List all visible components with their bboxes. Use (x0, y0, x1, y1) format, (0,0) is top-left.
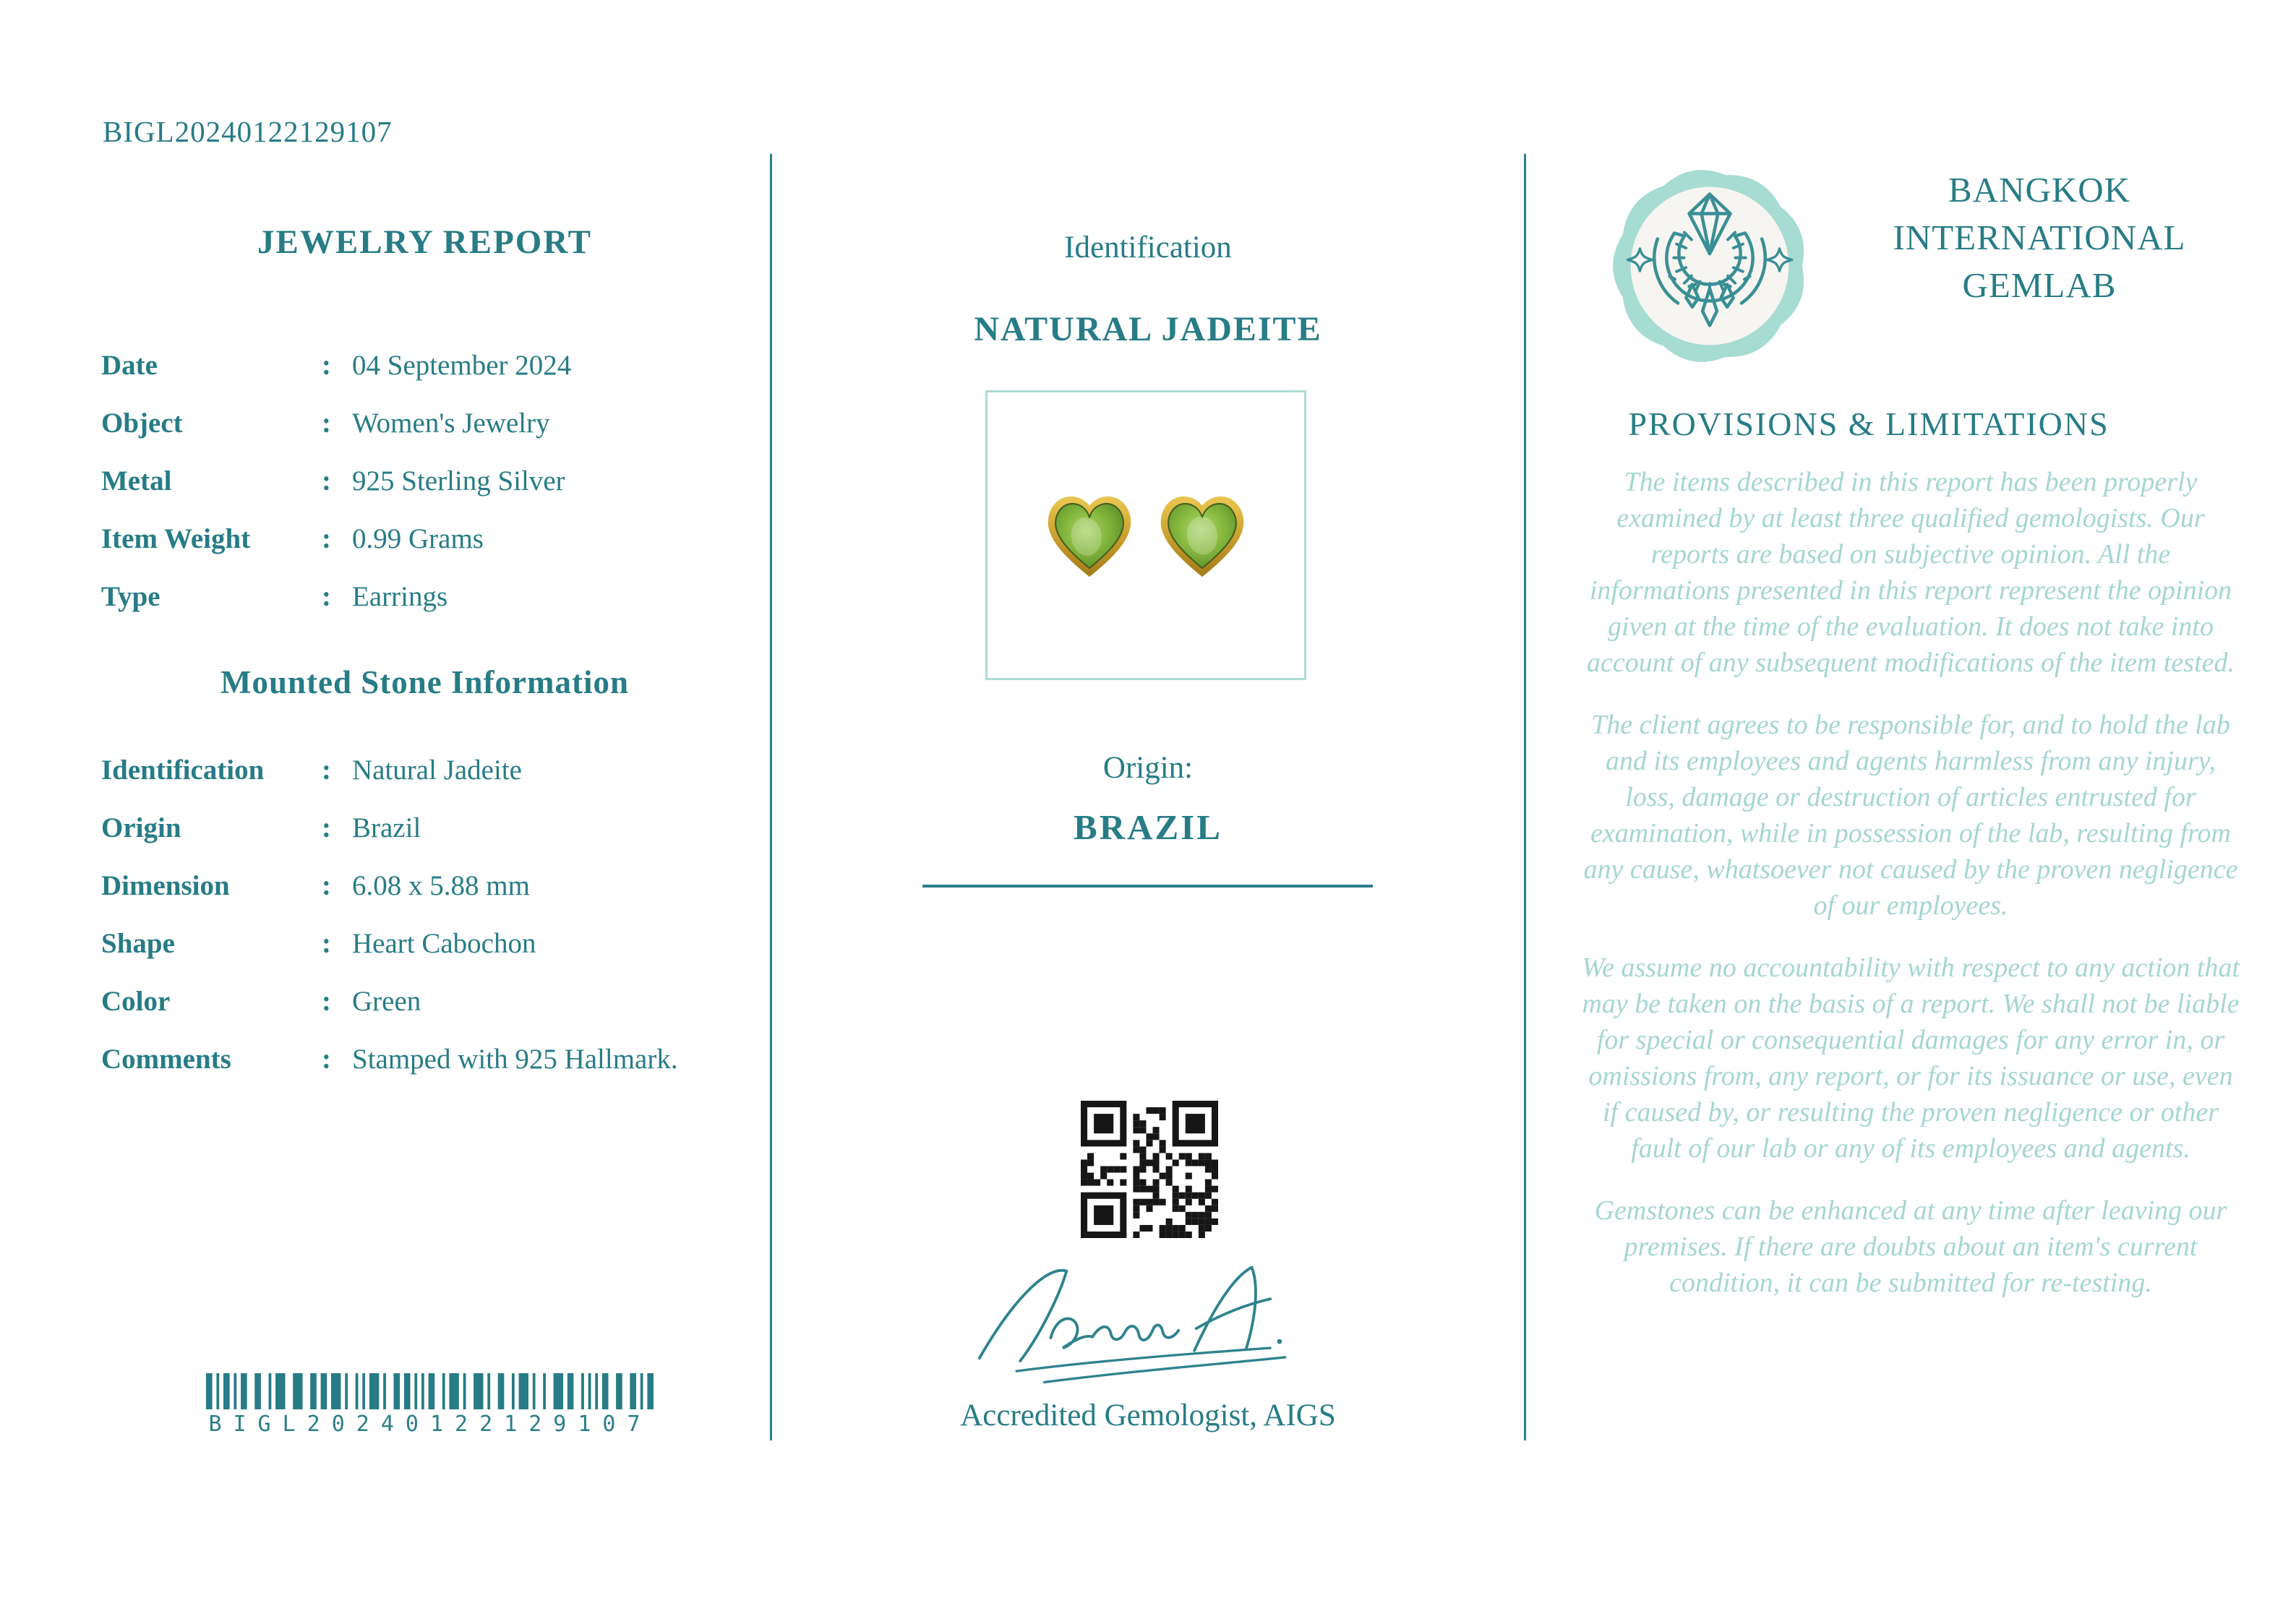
detail-label: Color (101, 985, 171, 1017)
detail-value: Heart Cabochon (352, 927, 536, 959)
detail-value: Natural Jadeite (352, 754, 522, 786)
barcode-text: BIGL20240122129107 (208, 1412, 652, 1437)
detail-row (101, 741, 748, 799)
detail-colon: : (322, 869, 331, 901)
provisions-paragraph: Gemstones can be enhanced at any time after leaving our premises. If there are doubts about an item's current condition, it can be submitted for re-testing. (1594, 1195, 2227, 1298)
lab-logo (1607, 163, 1812, 369)
detail-label: Origin (101, 812, 181, 843)
detail-value: 0.99 Grams (352, 523, 484, 554)
origin-value: BRAZIL (1074, 807, 1222, 847)
detail-colon: : (322, 407, 331, 439)
detail-colon: : (322, 1043, 331, 1075)
provisions-paragraph: The client agrees to be responsible for, and to hold the lab and its employees and agents harmless from any injury, loss, damage or destruction of articles entrusted for examination, while in possession of the lab, resulting from any cause, whatsoever not caused by the proven negligence of our employees. (1583, 710, 2238, 921)
lab-name: BANGKOK INTERNATIONAL GEMLAB (1893, 170, 2186, 305)
detail-label: Type (101, 580, 160, 612)
detail-colon: : (322, 580, 331, 612)
detail-colon: : (322, 927, 331, 959)
detail-value: Stamped with 925 Hallmark. (352, 1043, 678, 1075)
horizontal-rule (922, 885, 1373, 888)
detail-label: Comments (101, 1043, 231, 1075)
detail-value: Women's Jewelry (352, 407, 550, 439)
detail-colon: : (322, 812, 331, 843)
detail-row (101, 914, 748, 972)
provisions-paragraph: The items described in this report has been properly examined by at least three qualified gemologists. Our reports are based on subjective opinion. All the informations presented in this report represent the opinion given at the time of the evaluation. It does not take into account of any subsequent modifications of the item tested. (1586, 467, 2235, 678)
detail-row (101, 856, 748, 914)
lab-info-column (1525, 0, 2296, 1624)
mounted-stone-title: Mounted Stone Information (220, 664, 630, 700)
gemologist-title: Accredited Gemologist, AIGS (960, 1399, 1336, 1432)
detail-value: 04 September 2024 (352, 349, 572, 381)
origin-heading: Origin: (1102, 751, 1194, 785)
detail-label: Shape (101, 927, 175, 959)
detail-value: 6.08 x 5.88 mm (352, 869, 530, 901)
identification-value: NATURAL JADEITE (974, 310, 1322, 348)
provisions-paragraph: We assume no accountability with respect to any action that may be taken on the basis of a report. We shall not be liable for special or consequential damages for any error in, or omissions from, any report, or for its issuance or use, even if caused by, or resulting the proven negligence or other fault of our lab or any of its employees and agents. (1581, 953, 2240, 1164)
stone-details-list (101, 741, 748, 1088)
heart-earring-right-image (1152, 481, 1253, 590)
detail-row (101, 972, 748, 1030)
detail-row (101, 452, 748, 510)
report-details-column (101, 0, 748, 1624)
gemologist-signature (960, 1249, 1336, 1397)
detail-label: Item Weight (101, 523, 251, 554)
report-number: BIGL20240122129107 (103, 115, 393, 148)
detail-colon: : (322, 754, 331, 786)
barcode (206, 1373, 654, 1437)
provisions-title: PROVISIONS & LIMITATIONS (1628, 405, 2109, 442)
detail-colon: : (322, 465, 331, 497)
detail-value: Brazil (352, 812, 421, 843)
jewelry-photo-frame (985, 390, 1306, 680)
provisions-text (1580, 464, 2242, 1327)
detail-colon: : (322, 985, 331, 1017)
barcode-image (206, 1373, 654, 1409)
detail-value: Earrings (352, 580, 448, 612)
detail-row (101, 336, 748, 394)
detail-label: Object (101, 407, 183, 439)
detail-value: 925 Sterling Silver (352, 465, 565, 497)
detail-label: Date (101, 349, 158, 381)
detail-value: Green (352, 985, 421, 1017)
detail-label: Dimension (101, 869, 230, 901)
identification-column (771, 0, 1525, 1624)
detail-label: Metal (101, 465, 172, 497)
detail-row (101, 799, 748, 856)
detail-row (101, 567, 748, 625)
detail-row (101, 510, 748, 567)
detail-colon: : (322, 523, 331, 554)
detail-label: Identification (101, 754, 265, 786)
identification-heading: Identification (1064, 231, 1232, 265)
detail-colon: : (322, 349, 331, 381)
qr-code (1081, 1101, 1218, 1238)
detail-row (101, 1030, 748, 1088)
detail-row (101, 394, 748, 452)
report-details-list (101, 336, 748, 625)
jewelry-report-title: JEWELRY REPORT (257, 223, 592, 261)
heart-earring-left-image (1039, 481, 1140, 590)
